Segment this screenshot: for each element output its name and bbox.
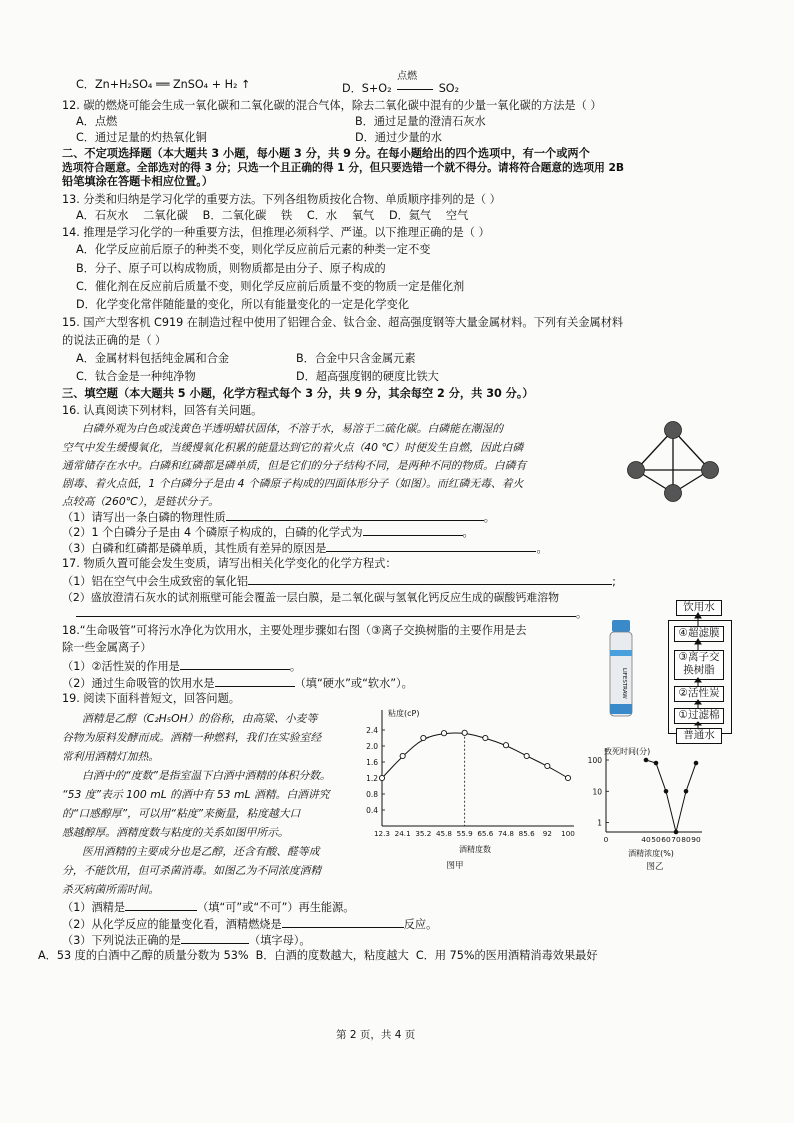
q19-passage-line2: 谷物为原料发酵而成。酒精一种燃料，我们在实验室经 [62, 731, 322, 744]
straw-band [610, 650, 632, 656]
q18-stem-line2: 除一些金属离子） [62, 641, 152, 654]
data-point [684, 789, 689, 794]
y-tick-label: 2.0 [366, 742, 378, 751]
data-point [545, 763, 550, 768]
viscosity-series-line [382, 733, 568, 778]
q19-passage-line9: 分，不能饮用，但可杀菌消毒。如图乙为不同浓度酒精 [62, 864, 322, 877]
q15-option-c: C．钛合金是一种纯净物 [76, 370, 196, 383]
q19-answer-blank-3[interactable] [181, 933, 249, 944]
data-point [694, 761, 699, 766]
straw-brand-label: LIFESTRAW [621, 668, 627, 699]
q12-option-b: B．通过足量的澄清石灰水 [355, 115, 486, 128]
q14-option-b: B．分子、原子可以构成物质，则物质都是由分子、原子构成的 [76, 262, 386, 275]
flow-box-ion-exchange: ③离子交 换树脂 [674, 650, 724, 680]
q12-stem: 12. 碳的燃烧可能会生成一氧化碳和二氧化碳的混合气体，除去二氧化碳中混有的少量一氧化碳的方法是（ ） [62, 99, 602, 112]
kill-time-series-line [646, 760, 696, 832]
q16-passage-line4: 剧毒、着火点低，1 个白磷分子是由 4 个磷原子构成的四面体形分子（如图）。而红磷无毒、着火 [62, 477, 524, 490]
data-point [441, 731, 446, 736]
q19-answer-blank-1[interactable] [125, 900, 197, 911]
data-point [462, 730, 467, 735]
x-tick-label: 90 [691, 835, 701, 844]
q14-option-c: C．催化剂在反应前后质量不变，则化学反应前后质量不变的物质一定是催化剂 [76, 280, 465, 293]
chart-title: 图甲 [446, 861, 464, 870]
data-point [664, 789, 669, 794]
q16-sub3: （3）白磷和红磷都是磷单质，其性质有差异的原因是 。 [62, 542, 548, 555]
y-tick-label: 0.4 [366, 806, 378, 815]
flow-arrowhead [695, 700, 701, 704]
straw-bottom-band [610, 704, 632, 714]
q17-answer-blank-2[interactable] [76, 606, 576, 617]
q19-sub1: （1）酒精是 （填“可”或“不可”）再生能源。 [62, 901, 355, 914]
section2-line1: 二、不定项选择题（本大题共 3 小题，每小题 3 分，共 9 分。在每小题给出的四个选项中，有一个或两个 [62, 147, 590, 160]
y-tick-label: 1.6 [366, 758, 378, 767]
y-tick-label: 2.4 [366, 726, 378, 735]
page-footer: 第 2 页，共 4 页 [336, 1029, 416, 1041]
x-tick-label: 80 [681, 835, 691, 844]
phosphorus-atom [665, 485, 682, 502]
q16-sub2: （2）1 个白磷分子是由 4 个磷原子构成的，白磷的化学式为 。 [62, 526, 474, 539]
section2-line2: 选项符合题意。全部选对的得 3 分；只选一个且正确的得 1 分，但只要选错一个就不得分。请将符合题意的选项用 2B [62, 161, 625, 174]
straw-body [610, 632, 632, 716]
q16-answer-blank-1[interactable] [226, 510, 484, 521]
y-axis-label: 致死时间(分) [604, 747, 651, 756]
q13-options: A．石灰水 二氧化碳 B．二氧化碳 铁 C．水 氧气 D．氦气 空气 [76, 209, 469, 222]
q19-passage-line10: 杀灭病菌所需时间。 [62, 883, 160, 896]
flow-box-ultrafiltration: ④超滤膜 [674, 626, 724, 642]
q15-stem-line2: 的说法正确的是（ ） [62, 334, 167, 347]
q12-option-d: D．通过少量的水 [355, 131, 442, 144]
q18-answer-blank-2[interactable] [215, 676, 295, 687]
flow-box-ordinary-water: 普通水 [676, 728, 722, 744]
q11-option-c: C．Zn+H₂SO₄ ══ ZnSO₄ + H₂ ↑ [76, 78, 251, 91]
y-tick-label: 10 [592, 787, 602, 797]
q16-stem: 16. 认真阅读下列材料，回答有关问题。 [62, 404, 263, 417]
x-tick-label: 65.6 [477, 829, 494, 838]
q19-passage-line5: “53 度”表示 100 mL 的酒中有 53 mL 酒精。白酒讲究 [62, 788, 330, 801]
q16-answer-blank-3[interactable] [326, 541, 536, 552]
q17-sub2-line: 。 [76, 606, 587, 621]
flow-box-activated-carbon: ②活性炭 [674, 686, 724, 702]
x-tick-label: 40 [641, 835, 651, 844]
q13-stem: 13. 分类和归纳是学习化学的重要方法。下列各组物质按化合物、单质顺序排列的是（ ） [62, 193, 501, 206]
section2-line3: 铅笔填涂在答题卡相应位置。） [62, 175, 214, 188]
q17-answer-blank-1[interactable] [248, 574, 612, 585]
x-tick-label: 50 [651, 835, 661, 844]
q19-option-b: B．白酒的度数越大，粘度越大 [255, 949, 409, 962]
y-tick-label: 100 [587, 756, 602, 765]
flow-arrowhead [695, 639, 701, 644]
data-point [483, 735, 488, 740]
phosphorus-atom [665, 422, 682, 439]
phosphorus-atom [702, 462, 719, 479]
q15-option-d: D．超高强度钢的硬度比铁大 [296, 370, 439, 383]
q16-passage-line3: 通常储存在水中。白磷和红磷都是磷单质，但是它们的分子结构不同，是两种不同的物质。白磷有 [62, 459, 527, 472]
kill-time-chart [576, 740, 716, 870]
y-tick-label: 1.2 [366, 774, 378, 783]
q18-answer-blank-1[interactable] [180, 659, 290, 670]
q16-sub1: （1）请写出一条白磷的物理性质 。 [62, 511, 495, 524]
x-tick-label: 24.1 [394, 829, 411, 838]
q14-stem: 14. 推理是学习化学的一种重要方法，但推理必须科学、严谨。以下推理正确的是（ ） [62, 226, 490, 239]
data-point [674, 830, 679, 835]
data-point [654, 761, 659, 766]
phosphorus-atom [628, 462, 645, 479]
lifestraw-product-image [596, 618, 646, 728]
q19-passage-line1: 酒精是乙醇（C₂H₅OH）的俗称，由高粱、小麦等 [82, 712, 318, 725]
q11-option-d: D．S+O₂ 点燃 SO₂ [342, 71, 460, 95]
q18-sub2: （2）通过生命吸管的饮用水是 （填“硬水”或“软水”）。 [62, 677, 413, 690]
data-point [421, 735, 426, 740]
q19-options [38, 949, 598, 963]
flow-box-drinking-water: 饮用水 [676, 600, 722, 616]
y-axis-label: 粘度(cP) [388, 709, 420, 718]
x-axis-label: 酒精浓度(%) [628, 849, 674, 858]
q19-stem: 19. 阅读下面科普短文，回答问题。 [62, 692, 240, 705]
q12-option-c: C．通过足量的灼热氧化铜 [76, 131, 207, 144]
white-phosphorus-tetrahedron-diagram [618, 420, 728, 505]
q11-ignition-condition: 点燃 [397, 71, 418, 82]
y-tick-label: 1 [597, 818, 602, 828]
q15-option-a: A．金属材料包括纯金属和合金 [76, 352, 230, 365]
x-tick-label: 60 [661, 835, 671, 844]
x-tick-label: 12.3 [373, 829, 391, 838]
data-point [565, 775, 570, 780]
flow-arrowhead [695, 678, 701, 682]
q16-passage-line2: 空气中发生缓慢氧化，当缓慢氧化积累的能量达到它的着火点（40 ℃）时便发生自燃，因此白磷 [62, 441, 524, 454]
q16-passage-line1: 白磷外观为白色或浅黄色半透明蜡状固体，不溶于水，易溶于二硫化碳。白磷能在潮湿的 [82, 422, 504, 435]
q19-passage-line3: 常利用酒精灯加热。 [62, 750, 160, 763]
q19-option-a: A．53 度的白酒中乙醇的质量分数为 53% [38, 949, 249, 962]
q17-sub1: （1）铝在空气中会生成致密的氧化铝 ; [62, 575, 616, 588]
data-point [644, 758, 649, 763]
q19-passage-line4: 白酒中的“度数”是指室温下白酒中酒精的体积分数。 [82, 769, 331, 782]
data-point [400, 753, 405, 758]
q19-passage-line6: 的“口感醇厚”，可以用“粘度”来衡量，粘度越大口 [62, 807, 301, 820]
q19-option-c: C．用 75%的医用酒精消毒效果最好 [415, 949, 598, 962]
x-tick-label: 92 [542, 829, 552, 838]
q12-option-a: A．点燃 [76, 115, 118, 128]
q19-answer-blank-2[interactable] [282, 917, 404, 928]
x-tick-label: 74.8 [497, 829, 515, 838]
q18-stem-line1: 18.“生命吸管”可将污水净化为饮用水，主要处理步骤如右图（③离子交换树脂的主要作用是去 [62, 624, 527, 637]
q14-option-d: D．化学变化常伴随能量的变化，所以有能量变化的一定是化学变化 [76, 298, 410, 311]
flow-box-cotton-filter: ①过滤棉 [674, 708, 724, 724]
q19-sub3: （3）下列说法正确的是 （填字母）。 [62, 934, 311, 947]
q18-sub1: （1）②活性炭的作用是 。 [62, 660, 302, 673]
y-tick-label: 0.8 [366, 790, 378, 799]
data-point [503, 743, 508, 748]
q19-sub2: （2）从化学反应的能量变化看，酒精燃烧是 反应。 [62, 918, 438, 931]
q16-passage-line5: 点较高（260℃），是链状分子。 [62, 495, 219, 508]
q17-stem: 17. 物质久置可能会发生变质，请写出相关化学变化的化学方程式： [62, 557, 397, 570]
x-tick-label: 70 [671, 835, 681, 844]
data-point [524, 753, 529, 758]
straw-cap [612, 620, 630, 632]
data-point [379, 775, 384, 780]
q19-passage-line7: 感越醇厚。酒精度数与粘度的关系如图甲所示。 [62, 826, 289, 839]
x-tick-label: 55.9 [456, 829, 473, 838]
flow-arrows [690, 612, 710, 730]
x-tick-label: 100 [561, 829, 575, 838]
x-tick-label: 45.8 [435, 829, 453, 838]
q19-passage-line8: 医用酒精的主要成分也是乙醇，还含有酸、醛等成 [82, 845, 320, 858]
q15-option-b: B．合金中只含金属元素 [296, 352, 416, 365]
q17-sub2: （2）盛放澄清石灰水的试剂瓶壁可能会覆盖一层白膜，是二氧化碳与氢氧化钙反应生成的碳酸钙难溶物 [62, 591, 560, 604]
section3-header: 三、填空题（本大题共 5 小题，化学方程式每个 3 分，共 9 分，其余每空 2 分，共 30 分。） [62, 387, 534, 400]
x-tick-label: 35.2 [415, 829, 432, 838]
x-axis-label: 酒精度数 [459, 845, 491, 854]
x-tick-label: 85.6 [518, 829, 535, 838]
viscosity-chart [360, 702, 582, 870]
chart-title: 图乙 [646, 862, 664, 870]
flow-arrowhead [695, 613, 701, 618]
q14-option-a: A．化学反应前后原子的种类不变，则化学反应前后元素的种类一定不变 [76, 243, 431, 256]
q15-stem-line1: 15. 国产大型客机 C919 在制造过程中使用了铝锂合金、钛合金、超高强度钢等大量金属材料。下列有关金属材料 [62, 316, 624, 329]
flow-arrowhead [695, 722, 701, 725]
x-tick-label: 0 [603, 835, 609, 844]
q16-answer-blank-2[interactable] [363, 525, 463, 536]
